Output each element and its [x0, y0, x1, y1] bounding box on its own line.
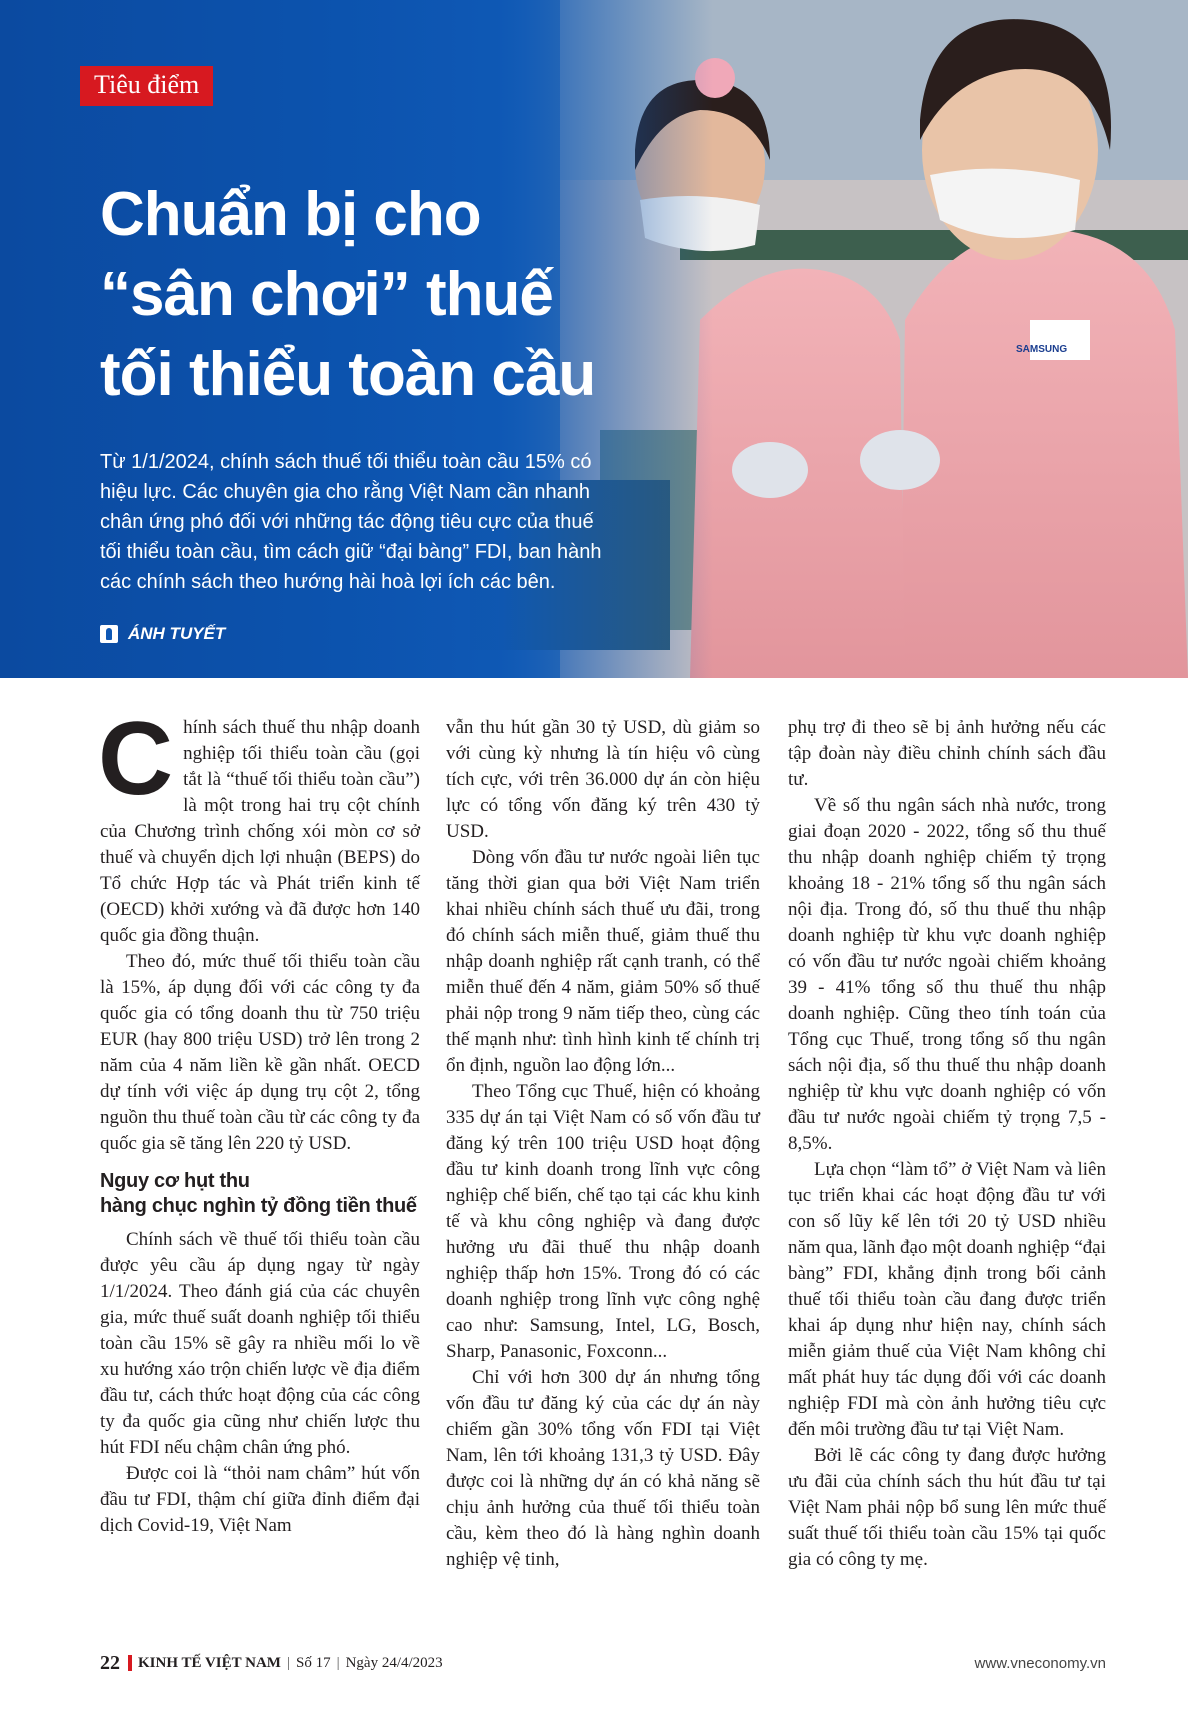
issue-number: Số 17 [295, 1654, 331, 1671]
article-column-1 [98, 701, 420, 1539]
pen-icon [100, 625, 118, 643]
author-name: ÁNH TUYẾT [128, 624, 226, 643]
byline [100, 624, 225, 644]
paragraph: Lựa chọn “làm tổ” ở Việt Nam và liên tục triển khai các hoạt động đầu tư với con số lũy kế lên tới 20 tỷ USD nhiều năm qua, lãnh đạo một doanh nghiệp “đại bàng” FDI, khẳng định trong bối cảnh thuế tối thiểu toàn cầu đang được triển khai áp dụng như hiện nay, chính sách miễn giảm thuế của Việt Nam không chỉ mất phát huy tác dụng đối với các doanh nghiệp FDI mà còn ảnh hưởng tiêu cực đến môi trường đầu tư tại Việt Nam. [788, 1159, 1106, 1440]
article-column-2 [446, 715, 760, 1573]
title-line-1: Chuẩn bị cho [100, 180, 481, 249]
magazine-name: KINH TẾ VIỆT NAM [138, 1654, 281, 1671]
hero-banner [0, 0, 1188, 678]
separator: | [286, 1654, 290, 1671]
subheading-line-2: hàng chục nghìn tỷ đồng tiền thuế [100, 1195, 417, 1217]
paragraph: Dòng vốn đầu tư nước ngoài liên tục tăng thời gian qua bởi Việt Nam triển khai nhiều chính sách thuế ưu đãi, trong đó chính sách miễn thuế, giảm thuế thu nhập doanh nghiệp rất cạnh tranh, có thể miễn thuế đến 4 năm, giảm 50% số thuế phải nộp trong 9 năm tiếp theo, cùng các thế mạnh như: tình hình kinh tế chính trị ổn định, nguồn lao động lớn... [446, 847, 760, 1076]
paragraph: Theo Tổng cục Thuế, hiện có khoảng 335 dự án tại Việt Nam có số vốn đầu tư đăng ký trên 100 triệu USD hoạt động đầu tư kinh doanh trong lĩnh vực công nghiệp chế biến, chế tạo tại các khu kinh tế và khu công nghiệp và đang được hưởng ưu đãi thuế thu nhập doanh nghiệp thấp hơn 15%. Trong đó có các doanh nghiệp trong lĩnh vực công nghệ cao như: Samsung, Intel, LG, Bosch, Sharp, Panasonic, Foxconn... [446, 1081, 760, 1362]
article-column-3 [788, 715, 1106, 1573]
paragraph: phụ trợ đi theo sẽ bị ảnh hưởng nếu các tập đoàn này điều chỉnh chính sách đầu tư. [788, 717, 1106, 790]
paragraph: Bởi lẽ các công ty đang được hưởng ưu đãi của chính sách thu hút đầu tư tại Việt Nam phải nộp bổ sung lên mức thuế suất thuế tối thiểu toàn cầu 15% tại quốc gia có công ty mẹ. [788, 1445, 1106, 1570]
website-link[interactable]: www.vneconomy.vn [974, 1654, 1106, 1672]
subheading-line-1: Nguy cơ hụt thu [100, 1170, 250, 1192]
paragraph: Theo đó, mức thuế tối thiểu toàn cầu là 15%, áp dụng đối với các công ty đa quốc gia có tổng doanh thu từ 750 triệu EUR (hay 800 triệu USD) trở lên trong 2 năm của 4 năm liền kề gần nhất. OECD dự tính với việc áp dụng trụ cột 2, tổng nguồn thu thuế toàn cầu từ các công ty đa quốc gia sẽ tăng lên 220 tỷ USD. [100, 951, 420, 1154]
title-line-2: “sân chơi” thuế [100, 260, 553, 329]
section-tag: Tiêu điểm [80, 66, 213, 106]
photo-badge-text: SAMSUNG [1016, 344, 1068, 355]
paragraph: Được coi là “thỏi nam châm” hút vốn đầu tư FDI, thậm chí giữa đỉnh điểm đại dịch Covid-19, Việt Nam [100, 1463, 420, 1536]
paragraph: vẫn thu hút gần 30 tỷ USD, dù giảm so với cùng kỳ nhưng là tín hiệu vô cùng tích cực, với trên 36.000 dự án còn hiệu lực có tổng vốn đăng ký trên 430 tỷ USD. [446, 717, 760, 842]
page-footer [100, 1650, 1106, 1676]
paragraph [98, 701, 420, 949]
article-lead: Từ 1/1/2024, chính sách thuế tối thiểu toàn cầu 15% có hiệu lực. Các chuyên gia cho rằng Việt Nam cần nhanh chân ứng phó đối với những tác động tiêu cực của thuế tối thiểu toàn cầu, tìm cách giữ “đại bàng” FDI, ban hành các chính sách theo hướng hài hoà lợi ích các bên. [100, 451, 602, 593]
article-title [100, 175, 660, 415]
paragraph: Chính sách về thuế tối thiểu toàn cầu được yêu cầu áp dụng ngay từ ngày 1/1/2024. Theo đánh giá của các chuyên gia, mức thuế suất doanh nghiệp tối thiểu toàn cầu 15% sẽ gây ra nhiều mối lo về xu hướng xáo trộn chiến lược về địa điểm đầu tư, cách thức hoạt động của các công ty đa quốc gia cũng như chiến lược thu hút FDI nếu chậm chân ứng phó. [100, 1229, 420, 1458]
paragraph: Về số thu ngân sách nhà nước, trong giai đoạn 2020 - 2022, tổng số thu thuế thu nhập doanh nghiệp chiếm tỷ trọng khoảng 18 - 21% tổng số thu ngân sách nội địa. Trong đó, số thu thuế thu nhập doanh nghiệp từ khu vực doanh nghiệp có vốn đầu tư nước ngoài chiếm khoảng 39 - 41% tổng số thu thuế thu nhập doanh nghiệp. Cũng theo tính toán của Tổng cục Thuế, trong tổng số thu ngân sách nội địa, số thu thuế thu nhập doanh nghiệp từ khu vực doanh nghiệp có vốn đầu tư nước ngoài chiếm tỷ trọng 7,5 - 8,5%. [788, 795, 1106, 1154]
separator: | [336, 1654, 340, 1671]
issue-date: Ngày 24/4/2023 [345, 1654, 443, 1671]
page-number: 22 [100, 1651, 120, 1674]
dropcap: C [98, 701, 174, 817]
title-line-3: tối thiểu toàn cầu [100, 340, 596, 409]
section-subheading [100, 1169, 420, 1219]
paragraph-text: hính sách thuế thu nhập doanh nghiệp tối thiểu toàn cầu (gọi tắt là “thuế tối thiểu toàn cầu”) là một trong hai trụ cột chính của Chương trình chống xói mòn cơ sở thuế và chuyển dịch lợi nhuận (BEPS) do Tổ chức Hợp tác và Phát triển kinh tế (OECD) khởi xướng và đã được hơn 140 quốc gia đồng thuận. [100, 717, 420, 946]
paragraph: Chỉ với hơn 300 dự án nhưng tổng vốn đầu tư đăng ký của các dự án này chiếm gần 30% tổng vốn FDI tại Việt Nam, lên tới khoảng 131,3 tỷ USD. Đây được coi là những dự án có khả năng sẽ chịu ảnh hưởng của thuế tối thiểu toàn cầu, kèm theo đó là hàng nghìn doanh nghiệp vệ tinh, [446, 1367, 760, 1570]
footer-accent-bar [128, 1655, 132, 1671]
